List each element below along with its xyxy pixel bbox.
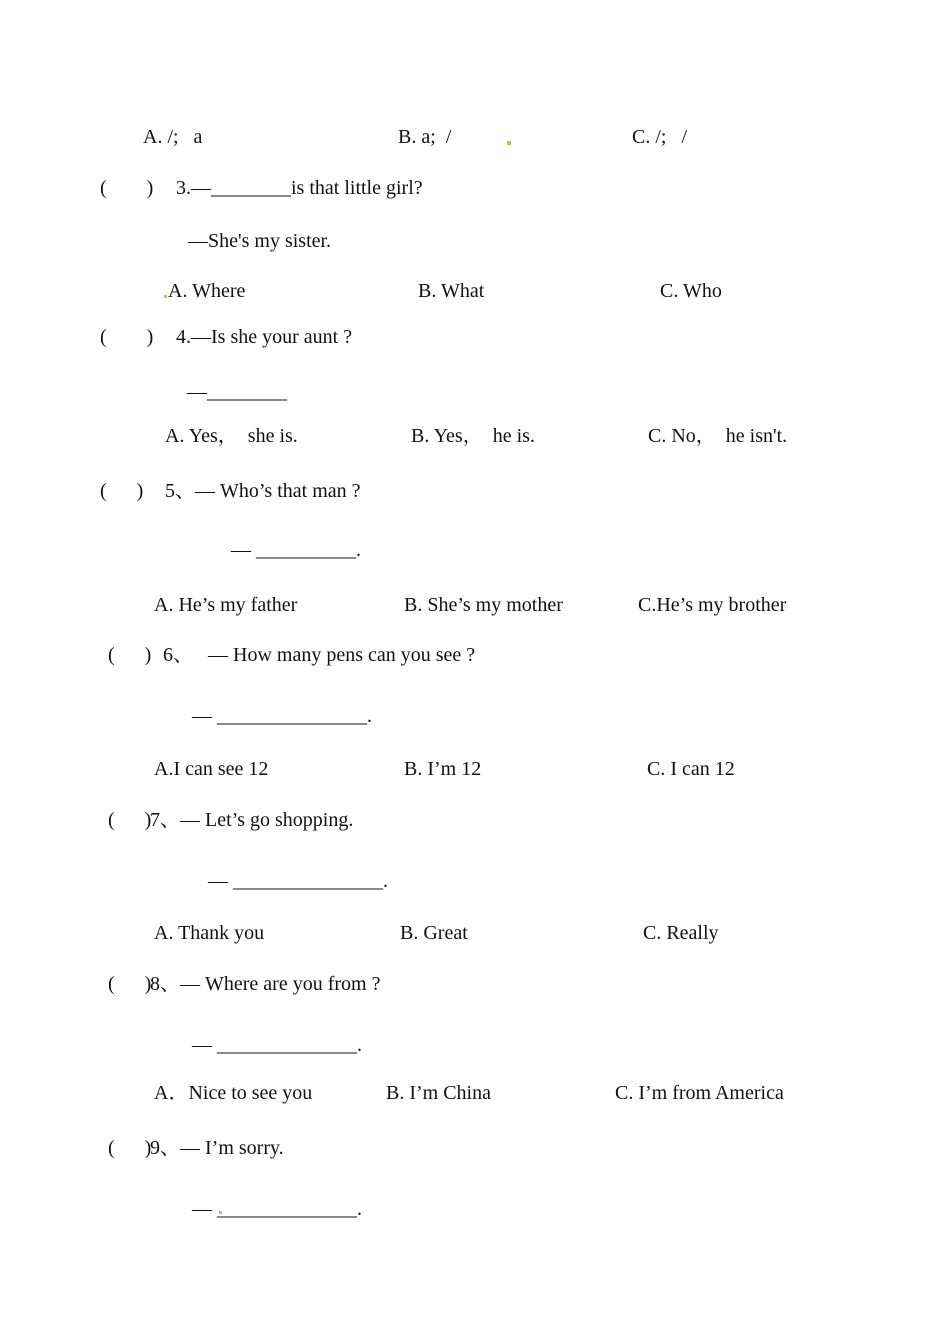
q7-answer-blank[interactable]: ( ) xyxy=(108,809,152,831)
q2-option-a: A. /; a xyxy=(143,126,203,148)
q7-response: — _______________. xyxy=(208,870,388,892)
q8-option-c: C. I’m from America xyxy=(615,1082,784,1104)
q7-option-a: A. Thank you xyxy=(154,922,265,944)
q8-response: — ______________. xyxy=(192,1034,362,1056)
q5-answer-blank[interactable]: ( ) xyxy=(100,480,144,502)
q3-option-a: A. Where xyxy=(168,280,246,302)
q2-option-c: C. /; / xyxy=(632,126,688,148)
q3-stem: 3.—________is that little girl? xyxy=(176,177,423,199)
q4-stem: 4.—Is she your aunt ? xyxy=(176,326,353,348)
q6-option-a: A.I can see 12 xyxy=(154,758,269,780)
q8-option-a: A．Nice to see you xyxy=(154,1082,313,1104)
q8-stem: 8、— Where are you from ? xyxy=(150,973,381,995)
q3-option-b: B. What xyxy=(418,280,485,302)
q4-answer-blank[interactable]: ( ) xyxy=(100,326,154,348)
q7-option-b: B. Great xyxy=(400,922,468,944)
q4-option-a: A. Yes， she is. xyxy=(165,425,298,447)
q5-option-b: B. She’s my mother xyxy=(404,594,563,616)
q6-response: — _______________. xyxy=(192,705,372,727)
q7-option-c: C. Really xyxy=(643,922,719,944)
q3-option-c: C. Who xyxy=(660,280,722,302)
q5-response: — __________. xyxy=(231,539,361,561)
q7-stem: 7、— Let’s go shopping. xyxy=(150,809,354,831)
q4-option-b: B. Yes， he is. xyxy=(411,425,535,447)
q8-option-b: B. I’m China xyxy=(386,1082,491,1104)
q4-response: —________ xyxy=(187,381,287,403)
q5-option-a: A. He’s my father xyxy=(154,594,298,616)
q3-response: —She's my sister. xyxy=(188,230,332,252)
q5-option-c: C.He’s my brother xyxy=(638,594,787,616)
decorative-mark xyxy=(507,141,511,145)
q6-option-b: B. I’m 12 xyxy=(404,758,482,780)
q9-answer-blank[interactable]: ( ) xyxy=(108,1137,152,1159)
q9-stem: 9、— I’m sorry. xyxy=(150,1137,284,1159)
q9-response: — ______________. xyxy=(192,1198,362,1220)
q3-answer-blank[interactable]: ( ) xyxy=(100,177,154,199)
q4-option-c: C. No， he isn't. xyxy=(648,425,788,447)
q2-option-b: B. a; / xyxy=(398,126,452,148)
decorative-mark xyxy=(164,295,167,298)
q5-stem: 5、— Who’s that man ? xyxy=(165,480,361,502)
q6-answer-blank[interactable]: ( ) xyxy=(108,644,152,666)
q6-option-c: C. I can 12 xyxy=(647,758,735,780)
q6-stem: 6、 — How many pens can you see ? xyxy=(163,644,476,666)
q8-answer-blank[interactable]: ( ) xyxy=(108,973,152,995)
